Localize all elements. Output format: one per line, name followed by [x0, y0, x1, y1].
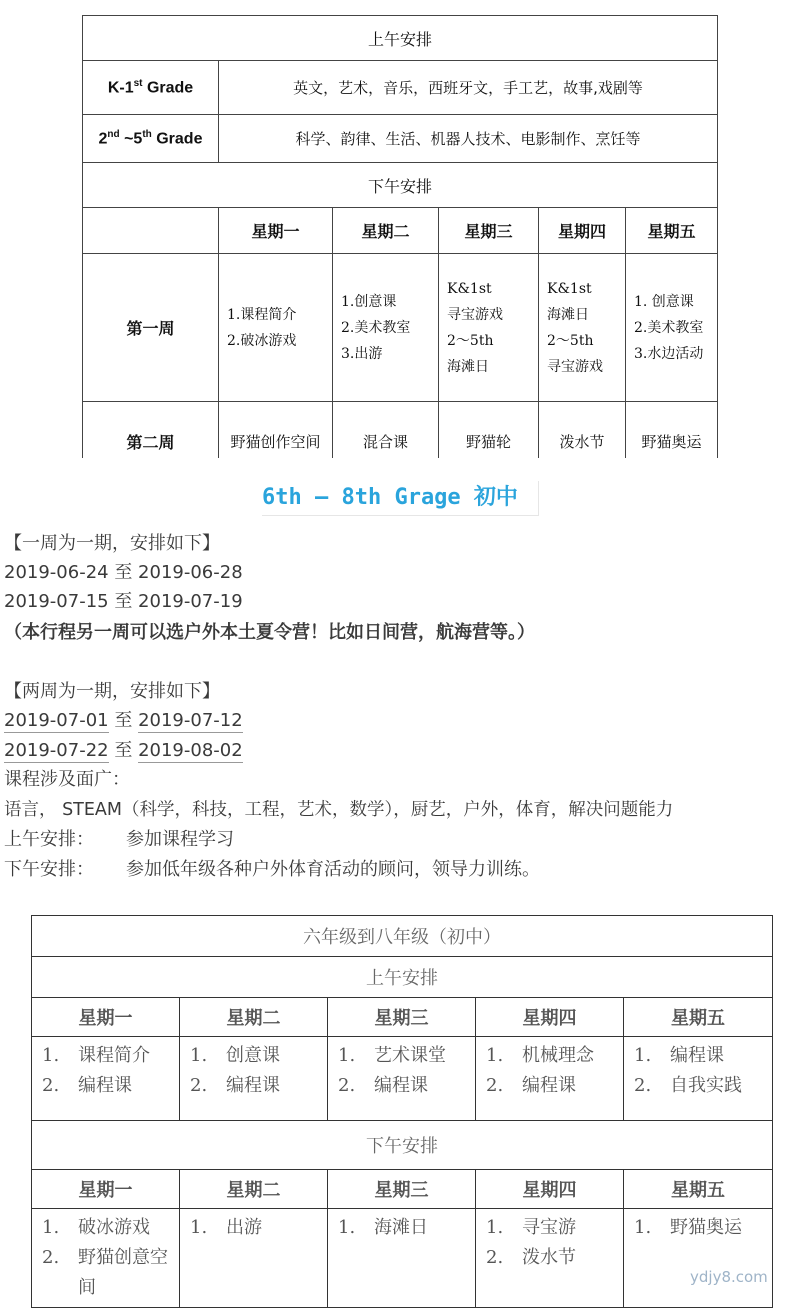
day-header: 星期一 [219, 208, 333, 254]
scope-text: 语言， STEAM（科学，科技，工程，艺术，数学），厨艺，户外，体育，解决问题能力 [4, 800, 674, 820]
day-header: 星期二 [180, 998, 328, 1037]
corner-cell [83, 208, 219, 254]
grade-2-5-label: 2nd ~5th Grade [83, 115, 219, 163]
week1-fri: 1. 创意课 2.美术教室 3.水边活动 [626, 254, 718, 402]
grade-k1-label: K-1st Grade [83, 61, 219, 115]
afternoon-line: 下午安排： 参加低年级各种户外体育活动的顾问，领导力训练。 [4, 859, 540, 880]
week1-label: 第一周 [83, 254, 219, 402]
day-header: 星期四 [539, 208, 626, 254]
day-header: 星期一 [32, 1170, 180, 1209]
grade-k1-content: 英文，艺术，音乐，西班牙文，手工艺，故事,戏剧等 [219, 61, 718, 115]
week1-thu: K&1st 海滩日 2～5th 寻宝游戏 [539, 254, 626, 402]
day-header: 星期二 [180, 1170, 328, 1209]
grade-2-5-content: 科学、韵律、生活、机器人技术、电影制作、烹饪等 [219, 115, 718, 163]
week2-tue: 混合课 [333, 402, 439, 459]
date-range: 2019-07-15 至 2019-07-19 [4, 591, 243, 612]
week2-fri: 野猫奥运 [626, 402, 718, 459]
scope-label: 课程涉及面广： [4, 769, 130, 790]
week2-label: 第二周 [83, 402, 219, 459]
k5-schedule-table [82, 15, 718, 458]
afternoon-title: 下午安排 [32, 1121, 773, 1170]
week1-wed: K&1st 寻宝游戏 2～5th 海滩日 [439, 254, 539, 402]
afternoon-title: 下午安排 [83, 163, 718, 208]
morning-thu: 1. 机械理念 2. 编程课 [476, 1037, 624, 1121]
morning-wed: 1. 艺术课堂 2. 编程课 [328, 1037, 476, 1121]
day-header: 星期五 [624, 998, 773, 1037]
morning-title: 上午安排 [83, 16, 718, 61]
afternoon-mon: 1. 破冰游戏 2. 野猫创意空间 [32, 1209, 180, 1308]
day-header: 星期一 [32, 998, 180, 1037]
two-week-header: 【两周为一期，安排如下】 [4, 681, 220, 702]
day-header: 星期五 [626, 208, 718, 254]
afternoon-thu: 1. 寻宝游 2. 泼水节 [476, 1209, 624, 1308]
day-header: 星期五 [624, 1170, 773, 1209]
day-header: 星期二 [333, 208, 439, 254]
one-week-header: 【一周为一期，安排如下】 [4, 533, 220, 554]
afternoon-wed: 1. 海滩日 [328, 1209, 476, 1308]
morning-mon: 1. 课程简介 2. 编程课 [32, 1037, 180, 1121]
week2-wed: 野猫轮 [439, 402, 539, 459]
day-header: 星期三 [439, 208, 539, 254]
table-title: 六年级到八年级（初中） [32, 916, 773, 957]
grade6-8-schedule-table [31, 915, 773, 1308]
afternoon-fri: 1. 野猫奥运 [624, 1209, 773, 1308]
date-range: 2019-07-01 至 2019-07-12 [4, 710, 243, 731]
one-week-note: （本行程另一周可以选户外本土夏令营！比如日间营，航海营等。） [4, 622, 535, 643]
section-title: 6th – 8th Grage 初中 [262, 481, 539, 516]
morning-fri: 1. 编程课 2. 自我实践 [624, 1037, 773, 1121]
day-header: 星期三 [328, 998, 476, 1037]
morning-title: 上午安排 [32, 957, 773, 998]
date-range: 2019-06-24 至 2019-06-28 [4, 562, 243, 583]
week1-mon: 1.课程简介 2.破冰游戏 [219, 254, 333, 402]
week2-mon: 野猫创作空间 [219, 402, 333, 459]
day-header: 星期四 [476, 1170, 624, 1209]
afternoon-tue: 1. 出游 [180, 1209, 328, 1308]
date-range: 2019-07-22 至 2019-08-02 [4, 740, 243, 761]
day-header: 星期三 [328, 1170, 476, 1209]
watermark: ydjy8.com [690, 1268, 768, 1286]
morning-line: 上午安排： 参加课程学习 [4, 829, 234, 850]
week1-tue: 1.创意课 2.美术教室 3.出游 [333, 254, 439, 402]
morning-tue: 1. 创意课 2. 编程课 [180, 1037, 328, 1121]
top-schedule-region [0, 0, 800, 458]
week2-thu: 泼水节 [539, 402, 626, 459]
day-header: 星期四 [476, 998, 624, 1037]
